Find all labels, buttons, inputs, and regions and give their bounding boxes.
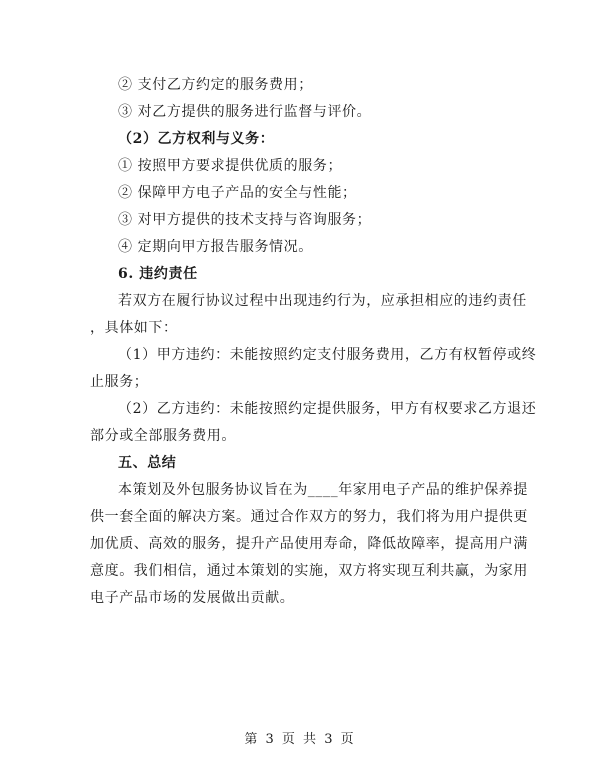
paragraph-line: ，具体如下： <box>90 320 178 336</box>
section-heading: 五、总结 <box>118 455 177 471</box>
paragraph-line: 电子产品市场的发展做出贡献。 <box>90 590 295 606</box>
list-item: ① 按照甲方要求提供优质的服务； <box>118 158 343 174</box>
paragraph-line: 供一套全面的解决方案。通过合作双方的努力，我们将为用户提供更 <box>90 509 528 525</box>
page-footer: 第 3 页 共 3 页 <box>244 732 356 747</box>
section-heading: 6. 违约责任 <box>118 266 198 282</box>
paragraph-line: 意度。我们相信，通过本策划的实施，双方将实现互利共赢，为家用 <box>90 563 528 579</box>
list-item: ② 支付乙方约定的服务费用； <box>118 77 313 93</box>
list-item: ④ 定期向甲方报告服务情况。 <box>118 239 313 255</box>
list-item: ② 保障甲方电子产品的安全与性能； <box>118 185 357 201</box>
paragraph-line: （2）乙方违约：未能按照约定提供服务，甲方有权要求乙方退还 <box>118 401 537 417</box>
section-subheading: （2）乙方权利与义务： <box>118 131 275 147</box>
paragraph-line: 本策划及外包服务协议旨在为____年家用电子产品的维护保养提 <box>118 482 528 498</box>
list-item: ③ 对甲方提供的技术支持与咨询服务； <box>118 212 372 228</box>
paragraph-line: 若双方在履行协议过程中出现违约行为，应承担相应的违约责任 <box>118 293 527 309</box>
paragraph-line: 加优质、高效的服务，提升产品使用寿命，降低故障率，提高用户满 <box>90 536 528 552</box>
paragraph-line: 止服务； <box>90 374 149 390</box>
list-item: ③ 对乙方提供的服务进行监督与评价。 <box>118 104 372 120</box>
paragraph-line: （1）甲方违约：未能按照约定支付服务费用，乙方有权暂停或终 <box>118 347 537 363</box>
paragraph-line: 部分或全部服务费用。 <box>90 428 236 444</box>
